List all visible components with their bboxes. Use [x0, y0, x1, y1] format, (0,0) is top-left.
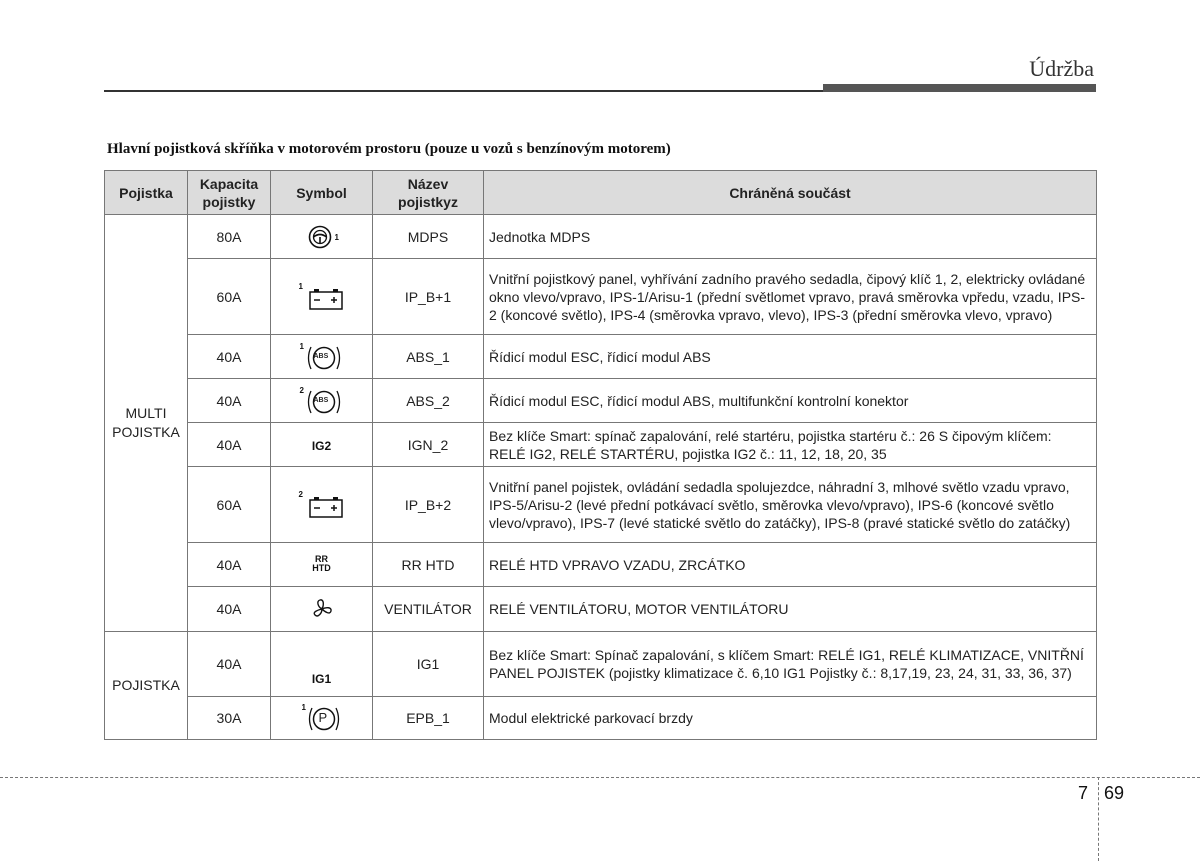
table-row — [105, 543, 1097, 587]
abs-icon-label: ABS — [313, 352, 329, 360]
fuse-name-cell: ABS_1 — [373, 335, 484, 379]
symbol-cell — [271, 467, 373, 543]
symbol-number: 2 — [298, 489, 303, 499]
symbol-number: 1 — [298, 281, 303, 291]
fuse-table — [104, 170, 1097, 740]
symbol-cell — [271, 697, 373, 740]
header-rule-accent — [823, 84, 1096, 92]
header-capacity-line2: pojistky — [202, 193, 256, 210]
fuse-name-cell: MDPS — [373, 215, 484, 259]
table-row — [105, 467, 1097, 543]
header-capacity — [188, 171, 271, 215]
header-component: Chráněná součást — [484, 171, 1097, 215]
fuse-name-cell: VENTILÁTOR — [373, 587, 484, 632]
table-row — [105, 215, 1097, 259]
parking-brake-icon-label: P — [318, 710, 328, 725]
fuse-name-cell: IP_B+2 — [373, 467, 484, 543]
group-single-fuse: POJISTKA — [105, 632, 188, 740]
component-cell: Modul elektrické parkovací brzdy — [484, 697, 1097, 740]
fuse-name-cell: RR HTD — [373, 543, 484, 587]
component-cell: Vnitřní pojistkový panel, vyhřívání zadního pravého sedadla, čipový klíč 1, 2, elektricky ovládané okno vlevo/vpravo, IPS-1/Arisu-1 (přední světlomet vpravo, pravá směrovka vpředu, vzadu, IPS-2 (koncové světlo), IPS-4 (směrovka vpravo, vlevo), IPS-3 (přední směrovka vlevo, vpravo) — [484, 259, 1097, 335]
symbol-cell — [271, 587, 373, 632]
capacity-cell: 40A — [188, 379, 271, 423]
capacity-cell: 40A — [188, 423, 271, 467]
header-name-line2: pojistkyz — [398, 193, 458, 210]
capacity-cell: 40A — [188, 632, 271, 697]
symbol-number: 1 — [301, 703, 306, 712]
header-capacity-line1: Kapacita — [199, 175, 259, 192]
component-cell: Bez klíče Smart: spínač zapalování, relé startéru, pojistka startéru č.: 26 S čipovým klíčem: RELÉ IG2, RELÉ STARTÉRU, pojistka IG2 č.: 11, 12, 18, 20, 35 — [484, 423, 1097, 467]
header-symbol: Symbol — [271, 171, 373, 215]
table-row — [105, 335, 1097, 379]
component-cell: Vnitřní panel pojistek, ovládání sedadla spolujezdce, náhradní 3, mlhové světlo vzadu vpravo, IPS-5/Arisu-2 (levé přední potkávací světlo, směrovka vlevo/vpravo), IPS-6 (koncové světlo vlevo/vpravo), IPS-7 (levé statické světlo do zatáčky), IPS-8 (pravé statické světlo do zatáčky) — [484, 467, 1097, 543]
component-cell: Řídicí modul ESC, řídicí modul ABS — [484, 335, 1097, 379]
capacity-cell: 30A — [188, 697, 271, 740]
page-chapter-number: 7 — [1078, 783, 1089, 803]
symbol-text — [312, 555, 331, 573]
capacity-cell: 60A — [188, 259, 271, 335]
symbol-cell — [271, 379, 373, 423]
table-row — [105, 379, 1097, 423]
fuse-name-cell: IP_B+1 — [373, 259, 484, 335]
fan-icon — [310, 597, 334, 621]
symbol-number: 2 — [299, 385, 304, 395]
table-row — [105, 259, 1097, 335]
symbol-cell — [271, 259, 373, 335]
component-cell: Bez klíče Smart: Spínač zapalování, s klíčem Smart: RELÉ IG1, RELÉ KLIMATIZACE, VNITŘNÍ PANEL POJISTEK (pojistky klimatizace č. 6,10 IG1 Pojistky č.: 8,17,19, 23, 24, 31, 33, 36, 37) — [484, 632, 1097, 697]
component-cell: RELÉ HTD VPRAVO VZADU, ZRCÁTKO — [484, 543, 1097, 587]
symbol-cell — [271, 215, 373, 259]
table-row — [105, 632, 1097, 697]
fuse-name-cell: EPB_1 — [373, 697, 484, 740]
symbol-number: 1 — [299, 341, 304, 351]
group-multi-line1: MULTI — [125, 405, 167, 421]
symbol-cell — [271, 632, 373, 697]
header-name — [373, 171, 484, 215]
table-row — [105, 697, 1097, 740]
symbol-cell — [271, 543, 373, 587]
capacity-cell: 40A — [188, 335, 271, 379]
header-fuse: Pojistka — [105, 171, 188, 215]
capacity-cell: 40A — [188, 587, 271, 632]
battery-icon — [309, 496, 343, 518]
page-number: 69 — [1104, 783, 1125, 803]
fuse-name-cell: IG1 — [373, 632, 484, 697]
symbol-cell — [271, 335, 373, 379]
capacity-cell: 60A — [188, 467, 271, 543]
chapter-title: Údržba — [1029, 56, 1094, 81]
symbol-text: IG2 — [311, 438, 332, 453]
symbol-cell — [271, 423, 373, 467]
steering-wheel-icon — [308, 225, 332, 249]
symbol-text-line2: HTD — [312, 563, 331, 573]
group-multi-line2: POJISTKA — [112, 424, 180, 440]
table-row — [105, 423, 1097, 467]
component-cell: Řídicí modul ESC, řídicí modul ABS, multifunkční kontrolní konektor — [484, 379, 1097, 423]
battery-icon — [309, 288, 343, 310]
group-multi-fuse — [105, 215, 188, 632]
footer-vertical-divider — [1098, 777, 1099, 861]
table-row — [105, 587, 1097, 632]
symbol-text: IG1 — [311, 672, 332, 686]
abs-icon-label: ABS — [313, 396, 329, 404]
table-header-row — [105, 171, 1097, 215]
fuse-name-cell: ABS_2 — [373, 379, 484, 423]
footer-divider — [0, 777, 1200, 778]
component-cell: Jednotka MDPS — [484, 215, 1097, 259]
table-caption: Hlavní pojistková skříňka v motorovém prostoru (pouze u vozů s benzínovým motorem) — [107, 141, 671, 157]
capacity-cell: 40A — [188, 543, 271, 587]
capacity-cell: 80A — [188, 215, 271, 259]
symbol-text-line1: RR — [315, 554, 328, 564]
fuse-name-cell: IGN_2 — [373, 423, 484, 467]
header-name-line1: Název — [407, 175, 449, 192]
symbol-number: 1 — [334, 232, 339, 242]
component-cell: RELÉ VENTILÁTORU, MOTOR VENTILÁTORU — [484, 587, 1097, 632]
